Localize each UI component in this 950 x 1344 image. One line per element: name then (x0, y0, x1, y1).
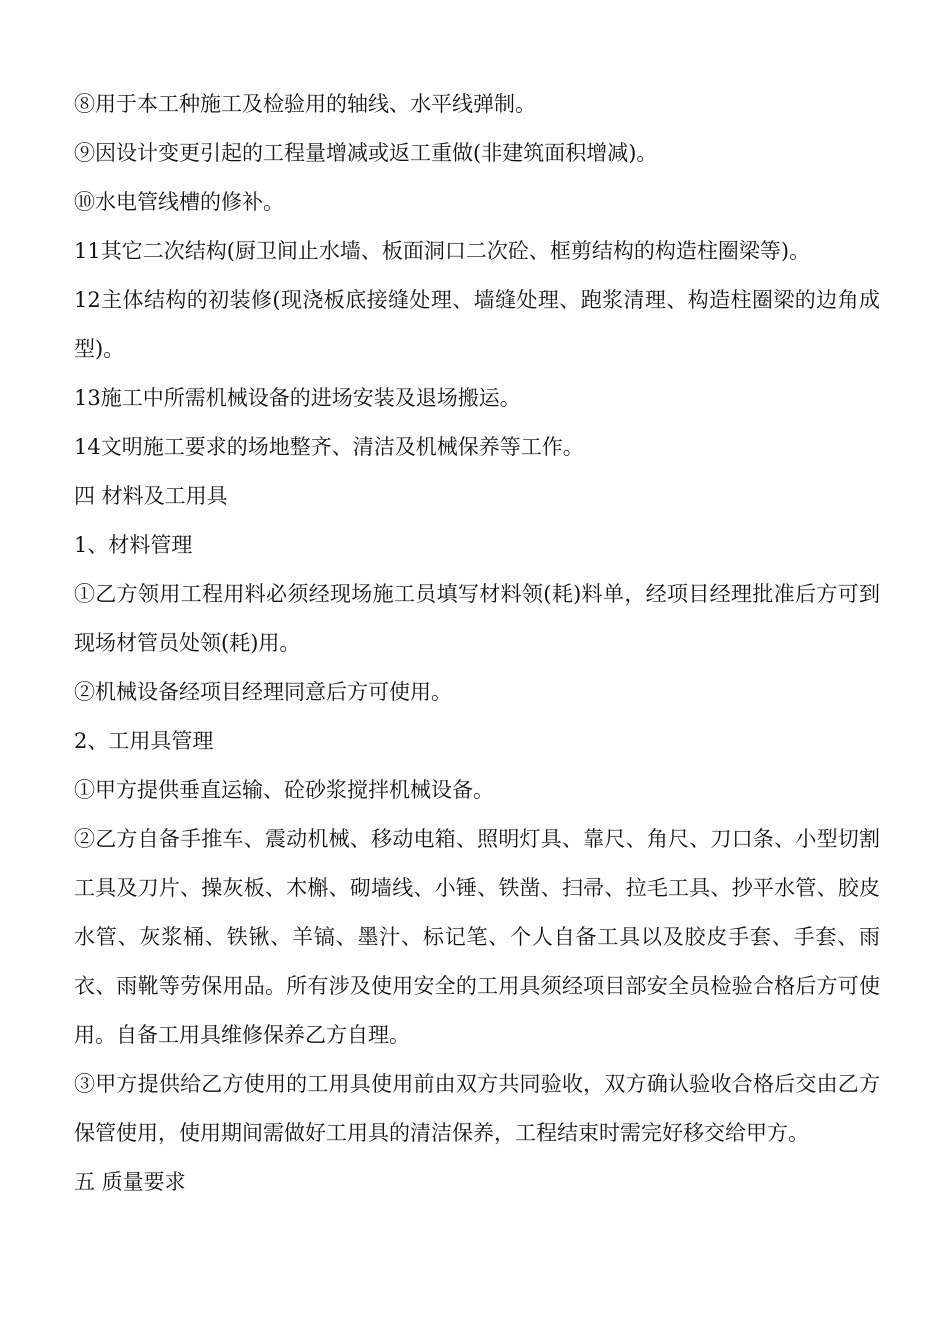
section-heading-quality-requirements: 五 质量要求 (74, 1170, 186, 1194)
tool-rule-1: ①甲方提供垂直运输、砼砂浆搅拌机械设备。 (74, 778, 494, 802)
tool-rule-3: ③甲方提供给乙方使用的工用具使用前由双方共同验收，双方确认验收合格后交由乙方保管使用，使用期间需做好工用具的清洁保养，工程结束时需完好移交给甲方。 (74, 1072, 880, 1145)
subsection-heading-tool-management: 2、工用具管理 (74, 729, 214, 753)
section-heading-materials-tools: 四 材料及工用具 (74, 484, 228, 508)
paragraph-item-10: ⑩水电管线槽的修补。 (74, 190, 284, 214)
material-rule-1: ①乙方领用工程用料必须经现场施工员填写材料领(耗)料单，经项目经理批准后方可到现场材管员处领(耗)用。 (74, 582, 880, 655)
paragraph-item-11: 11其它二次结构(厨卫间止水墙、板面洞口二次砼、框剪结构的构造柱圈梁等)。 (74, 239, 811, 263)
paragraph-item-13: 13施工中所需机械设备的进场安装及退场搬运。 (74, 386, 521, 410)
paragraph-item-9: ⑨因设计变更引起的工程量增减或返工重做(非建筑面积增减)。 (74, 141, 658, 165)
tool-rule-2: ②乙方自备手推车、震动机械、移动电箱、照明灯具、靠尺、角尺、刀口条、小型切割工具及刀片、操灰板、木槲、砌墙线、小锤、铁凿、扫帚、拉毛工具、抄平水管、胶皮水管、灰浆桶、铁锹、羊镐、墨汁、标记笔、个人自备工具以及胶皮手套、手套、雨衣、雨靴等劳保用品。所有涉及使用安全的工用具须经项目部安全员检验合格后方可使用。自备工用具维修保养乙方自理。 (74, 827, 880, 1047)
paragraph-item-14: 14文明施工要求的场地整齐、清洁及机械保养等工作。 (74, 435, 584, 459)
material-rule-2: ②机械设备经项目经理同意后方可使用。 (74, 680, 452, 704)
document-body (74, 80, 880, 1207)
paragraph-item-12: 12主体结构的初装修(现浇板底接缝处理、墙缝处理、跑浆清理、构造柱圈梁的边角成型)。 (74, 288, 880, 361)
subsection-heading-material-management: 1、材料管理 (74, 533, 193, 557)
paragraph-item-8: ⑧用于本工种施工及检验用的轴线、水平线弹制。 (74, 92, 536, 116)
